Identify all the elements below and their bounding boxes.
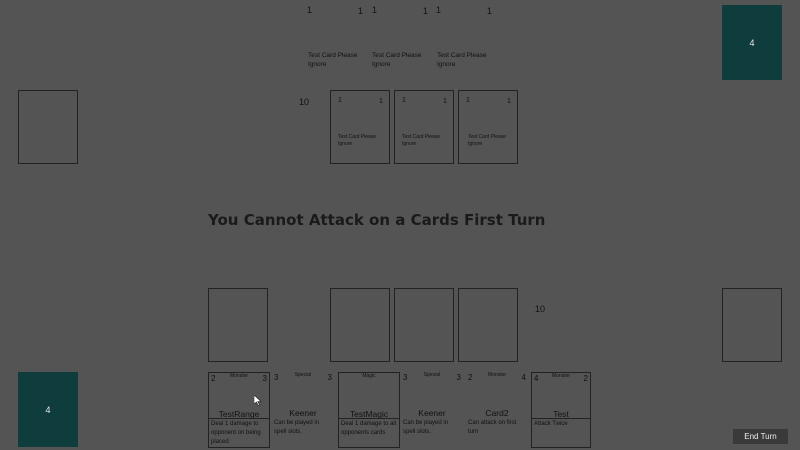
hand-card-4-desc: Can be played in spell slots. xyxy=(403,420,449,435)
hand-card-6-power: 2 xyxy=(583,374,588,383)
hand-card-2-cost: 3 xyxy=(274,373,279,382)
mouse-pointer-icon xyxy=(254,395,262,406)
player-life: 10 xyxy=(535,304,546,314)
opponent-deck-count: 4 xyxy=(749,37,755,48)
opponent-field-slot-1[interactable] xyxy=(330,90,390,164)
player-field-slot-3[interactable] xyxy=(458,288,518,362)
hand-card-5[interactable] xyxy=(466,372,528,448)
opponent-field-card-3-cost: 1 xyxy=(466,97,470,104)
opponent-field-card-2-power: 1 xyxy=(443,98,447,105)
hand-card-3-type: Magic xyxy=(362,373,376,379)
hand-card-5-type: Monster xyxy=(487,372,507,378)
opponent-field-slot-3[interactable] xyxy=(458,90,518,164)
hand-card-2-type: Special xyxy=(294,372,312,378)
player-field-slot-2[interactable] xyxy=(394,288,454,362)
hand-card-5-desc: Can attack on first turn xyxy=(468,420,517,435)
hand-card-5-name: Card2 xyxy=(485,408,509,418)
hand-card-1-name: TestRange xyxy=(218,409,260,419)
opponent-field-card-3-text: Test Card Please Ignore xyxy=(468,134,507,147)
hand-card-1-cost: 2 xyxy=(211,374,216,383)
hand-card-4-type: Special xyxy=(423,372,441,378)
hand-card-1-type: Monster xyxy=(229,373,249,379)
hand-card-4[interactable] xyxy=(401,372,463,448)
opponent-field-card-2-text: Test Card Please Ignore xyxy=(402,134,441,147)
opponent-hand-card-1-power: 1 xyxy=(358,6,364,16)
hand-card-6-name: Test xyxy=(553,409,569,419)
hand-card-6-cost: 4 xyxy=(534,374,539,383)
opponent-field-card-1-power: 1 xyxy=(379,98,383,105)
hand-card-4-power: 3 xyxy=(456,373,461,382)
player-side-slot[interactable] xyxy=(722,288,782,362)
opponent-life: 10 xyxy=(299,97,310,107)
status-message: You Cannot Attack on a Cards First Turn xyxy=(208,211,546,229)
hand-card-4-name: Keener xyxy=(418,408,446,418)
hand-card-2[interactable] xyxy=(272,372,334,448)
hand-card-6-type: Monster xyxy=(551,373,571,379)
hand-card-2-name: Keener xyxy=(289,408,317,418)
player-spell-slot[interactable] xyxy=(208,288,268,362)
hand-card-3[interactable] xyxy=(338,372,400,448)
opponent-hand-card-1-text: Test Card Please Ignore xyxy=(308,52,358,68)
opponent-hand-card-1-cost: 1 xyxy=(307,5,313,15)
opponent-hand-card-3-cost: 1 xyxy=(436,5,442,15)
opponent-side-slot[interactable] xyxy=(18,90,78,164)
player-field-slot-1[interactable] xyxy=(330,288,390,362)
hand-card-4-cost: 3 xyxy=(403,373,408,382)
opponent-field-card-1-cost: 1 xyxy=(338,97,342,104)
end-turn-button[interactable]: End Turn xyxy=(733,429,788,444)
hand-card-1-desc: Deal 1 damage to opponent on being placed xyxy=(211,421,261,445)
hand-card-6[interactable] xyxy=(531,372,591,448)
player-deck-count: 4 xyxy=(45,404,51,415)
opponent-hand-card-3-text: Test Card Please Ignore xyxy=(437,52,487,68)
opponent-field-card-1-text: Test Card Please Ignore xyxy=(338,134,377,147)
opponent-field-slot-2[interactable] xyxy=(394,90,454,164)
opponent-hand-card-2-power: 1 xyxy=(423,6,429,16)
hand-card-3-name: TestMagic xyxy=(349,409,389,419)
opponent-hand-card-2-cost: 1 xyxy=(372,5,378,15)
hand-card-2-desc: Can be played in spell slots. xyxy=(274,420,320,435)
hand-card-3-desc: Deal 1 damage to all opponents cards xyxy=(341,421,397,436)
opponent-hand-card-3-power: 1 xyxy=(487,6,493,16)
player-deck[interactable] xyxy=(18,372,78,447)
opponent-deck xyxy=(722,5,782,80)
hand-card-5-cost: 2 xyxy=(468,373,473,382)
opponent-field-card-2-cost: 1 xyxy=(402,97,406,104)
opponent-field-card-3-power: 1 xyxy=(507,98,511,105)
hand-card-6-desc: Attack Twice xyxy=(534,421,568,427)
hand-card-2-power: 3 xyxy=(327,373,332,382)
hand-card-5-power: 4 xyxy=(521,373,526,382)
hand-card-1-power: 3 xyxy=(262,374,267,383)
hand-card-1[interactable] xyxy=(208,372,270,448)
opponent-hand-card-2-text: Test Card Please Ignore xyxy=(372,52,422,68)
